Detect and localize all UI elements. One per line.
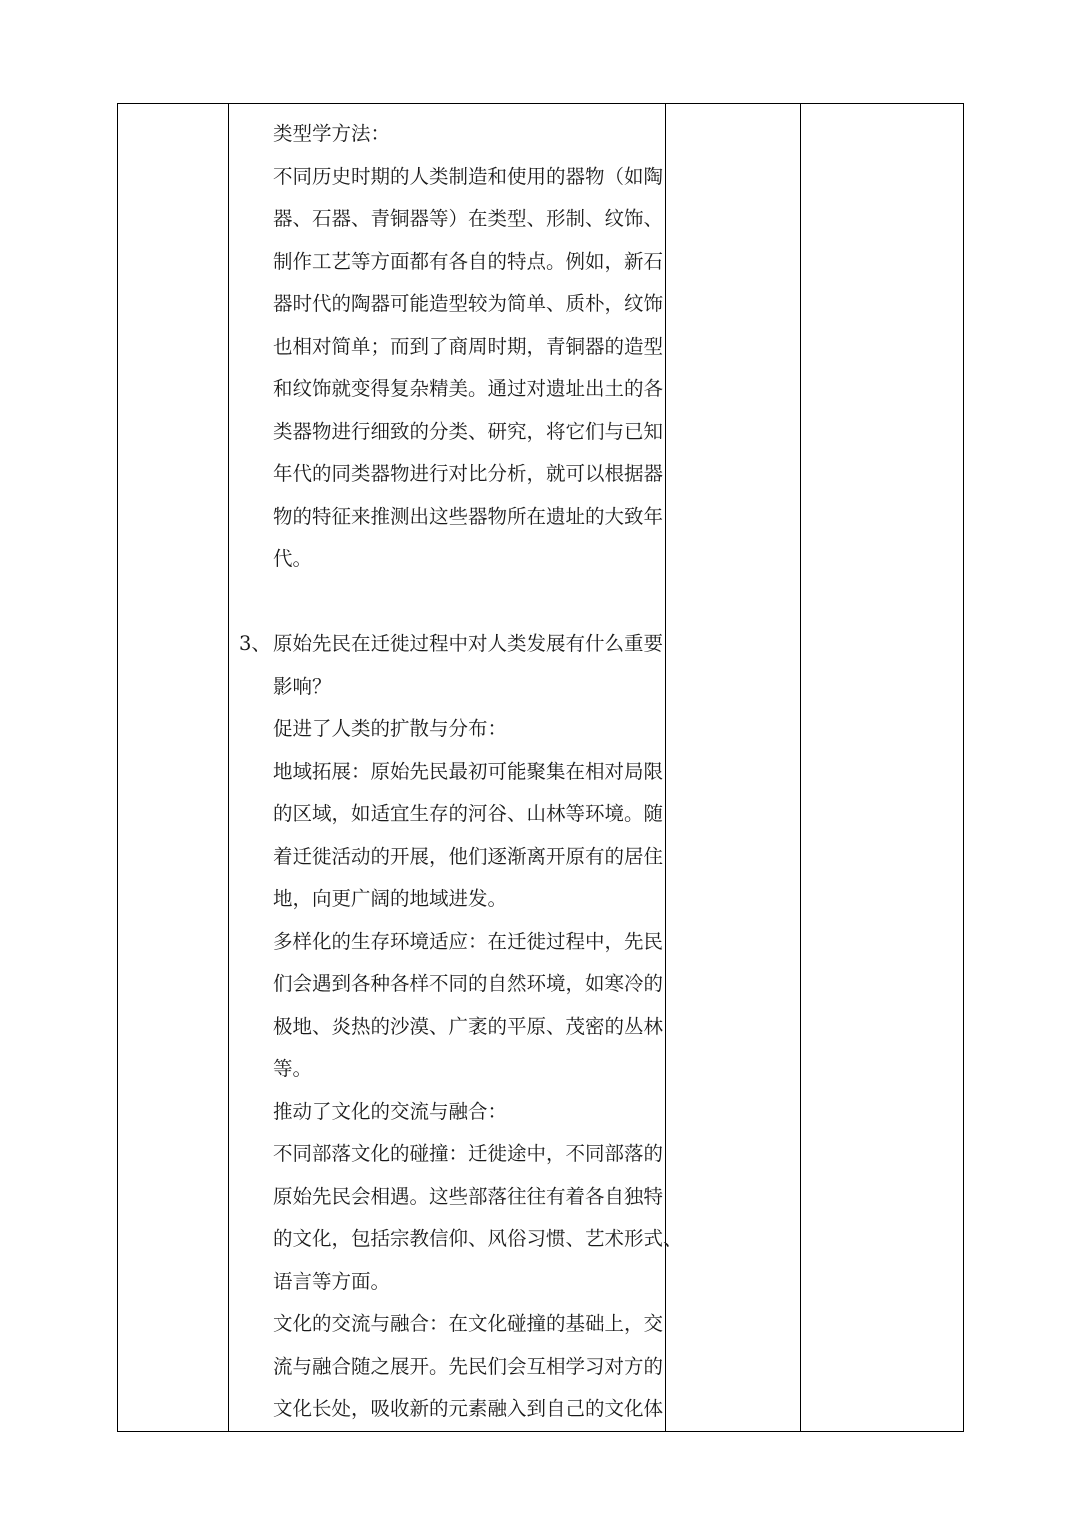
question-text: 影响？ <box>273 674 332 698</box>
table-row <box>118 104 964 1432</box>
answer-line: 文化长处，吸收新的元素融入到自己的文化体 <box>273 1397 664 1420</box>
right-empty-cell <box>801 104 964 1432</box>
answer-line: 流与融合随之展开。先民们会互相学习对方的 <box>273 1354 664 1378</box>
answer-line: 极地、炎热的沙漠、广袤的平原、茂密的丛林 <box>273 1014 664 1038</box>
typology-line: 物的特征来推测出这些器物所在遗址的大致年 <box>273 504 664 528</box>
answer-line: 不同部落文化的碰撞：迁徙途中，不同部落的 <box>273 1142 664 1165</box>
question-3 <box>239 623 664 708</box>
typology-line: 年代的同类器物进行对比分析，就可以根据器 <box>273 462 664 485</box>
typology-line: 不同历史时期的人类制造和使用的器物（如陶 <box>273 164 664 188</box>
answer-line: 语言等方面。 <box>273 1269 391 1293</box>
answer-line: 地，向更广阔的地域进发。 <box>273 887 508 910</box>
answer-line: 着迁徙活动的开展，他们逐渐离开原有的居住 <box>273 844 664 868</box>
question-text: 原始先民在迁徙过程中对人类发展有什么重要 <box>273 632 664 655</box>
typology-line: 制作工艺等方面都有各自的特点。例如，新石 <box>273 249 664 273</box>
answer-line: 促进了人类的扩散与分布： <box>273 717 508 740</box>
answer-line: 的文化，包括宗教信仰、风俗习惯、艺术形式、 <box>273 1227 683 1250</box>
left-empty-cell <box>118 104 229 1432</box>
typology-line: 器时代的陶器可能造型较为简单、质朴，纹饰 <box>273 292 664 315</box>
question-number: 3、 <box>239 632 271 655</box>
answer-line: 们会遇到各种各样不同的自然环境，如寒冷的 <box>273 972 664 995</box>
content-cell <box>229 104 683 1432</box>
typology-line: 和纹饰就变得复杂精美。通过对遗址出土的各 <box>273 377 664 400</box>
lesson-plan-table <box>117 103 964 1432</box>
notes-empty-cell <box>666 104 801 1432</box>
answer-line: 等。 <box>273 1057 313 1080</box>
typology-heading: 类型学方法： <box>273 122 391 145</box>
typology-line: 也相对简单；而到了商周时期，青铜器的造型 <box>273 334 664 358</box>
answer-line: 推动了文化的交流与融合： <box>273 1099 508 1123</box>
typology-line: 器、石器、青铜器等）在类型、形制、纹饰、 <box>273 207 664 230</box>
typology-line: 类器物进行细致的分类、研究，将它们与已知 <box>273 419 664 443</box>
answer-line: 文化的交流与融合：在文化碰撞的基础上，交 <box>273 1312 664 1335</box>
answer-line: 原始先民会相遇。这些部落往往有着各自独特 <box>273 1184 664 1208</box>
spacer <box>273 581 653 624</box>
answer-line: 多样化的生存环境适应：在迁徙过程中，先民 <box>273 929 664 953</box>
answer-line: 地域拓展：原始先民最初可能聚集在相对局限 <box>273 759 664 783</box>
answer-line: 的区域，如适宜生存的河谷、山林等环境。随 <box>273 802 664 825</box>
content-body <box>229 104 683 1431</box>
typology-line: 代。 <box>273 547 313 570</box>
